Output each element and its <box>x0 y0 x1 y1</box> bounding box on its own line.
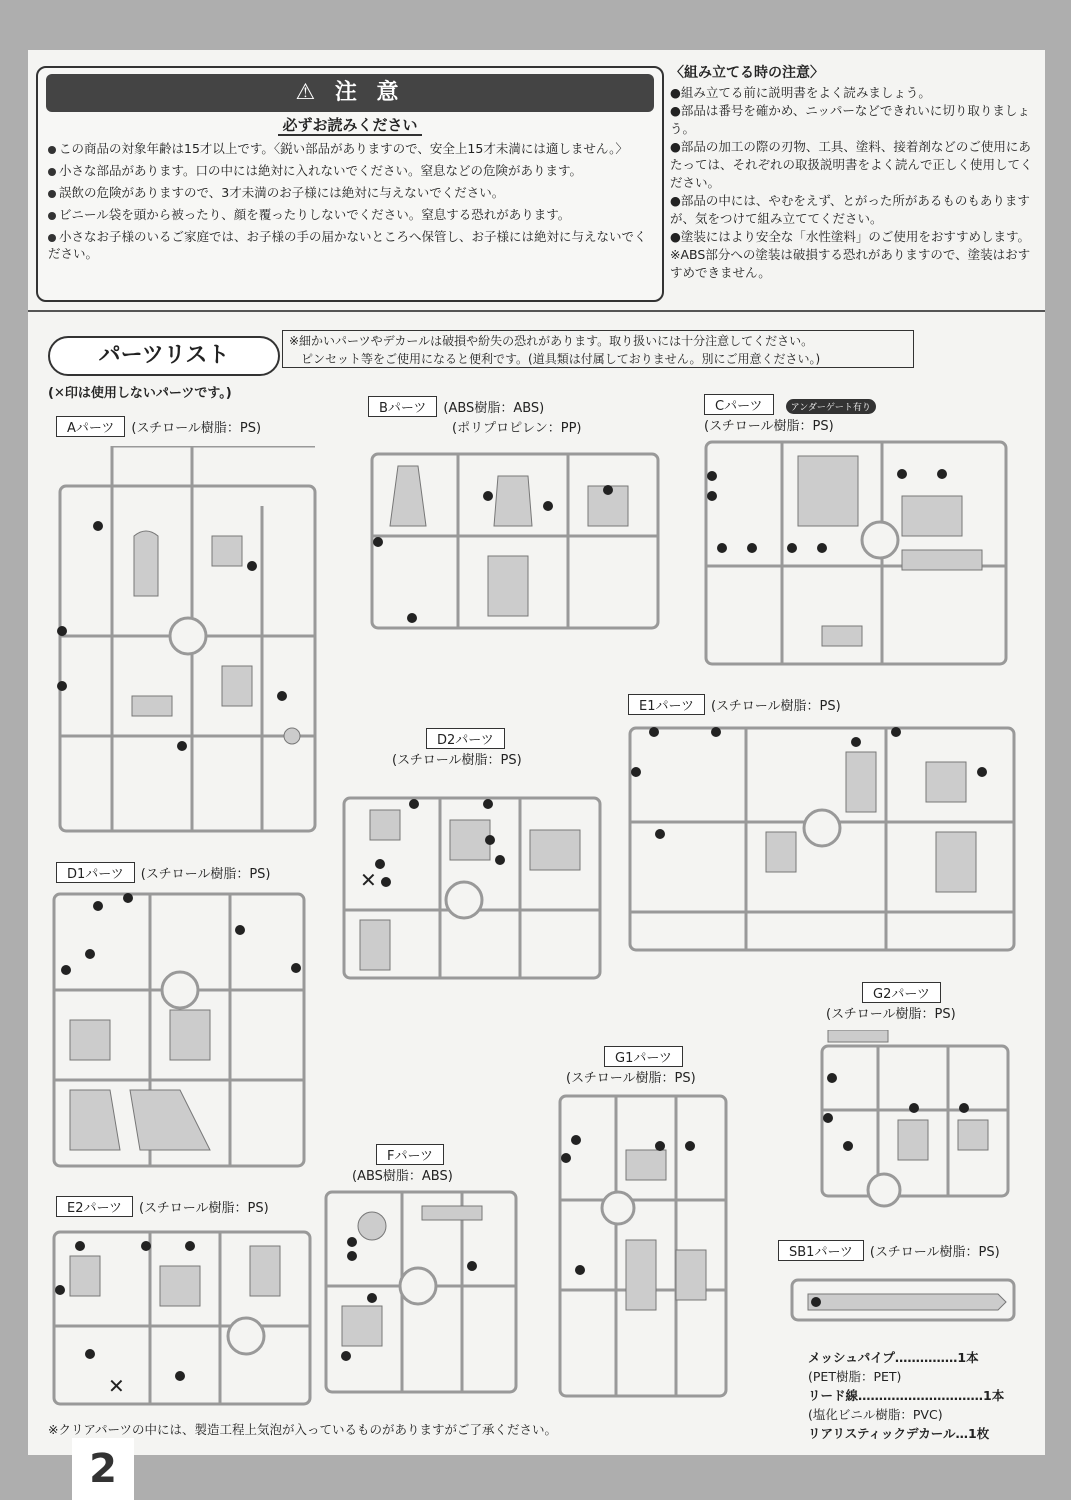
unused-parts-note: (✕印は使用しないパーツです。) <box>48 386 232 401</box>
caution-list <box>48 140 656 267</box>
runner-e1-label: E1パーツ (スチロール樹脂：PS) <box>628 694 841 715</box>
runner-d2-diagram <box>340 790 606 982</box>
undergate-badge: アンダーゲート有り <box>786 399 876 414</box>
caution-box <box>36 66 664 302</box>
page-number: 2 <box>72 1438 134 1500</box>
runner-b-diagram <box>368 446 664 632</box>
clear-parts-note: ※クリアパーツの中には、製造工程上気泡が入っているものがありますがご了承ください。 <box>48 1422 557 1437</box>
assembly-item: ●部品は番号を確かめ、ニッパーなどできれいに切り取りましょう。 <box>670 103 1030 136</box>
assembly-title: 〈組み立てる時の注意〉 <box>670 65 824 81</box>
runner-e2-label: E2パーツ (スチロール樹脂：PS) <box>56 1196 269 1217</box>
runner-d1-label: D1パーツ (スチロール樹脂：PS) <box>56 862 270 883</box>
caution-subtitle: 必ずお読みください <box>278 116 421 136</box>
assembly-item: ●部品の中には、やむをえず、とがった所があるものもありますが、気をつけて組み立ててください。 <box>670 193 1030 226</box>
runner-g1-diagram <box>556 1090 732 1400</box>
caution-item: ビニール袋を頭から被ったり、顔を覆ったりしないでください。窒息する恐れがあります。 <box>48 206 656 223</box>
runner-a-diagram <box>52 446 322 842</box>
runner-f-label: Fパーツ (ABS樹脂：ABS) <box>352 1144 453 1184</box>
assembly-item: ●塗装にはより安全な「水性塗料」のご使用をおすすめします。 <box>670 229 1031 244</box>
runner-g1-label: G1パーツ (スチロール樹脂：PS) <box>566 1046 696 1086</box>
runner-c-label: Cパーツ アンダーゲート有り (スチロール樹脂：PS) <box>704 394 876 434</box>
section-divider <box>28 310 1045 312</box>
runner-d2-label: D2パーツ (スチロール樹脂：PS) <box>392 728 522 768</box>
mesh-pipe: メッシュパイプ……………1本 <box>808 1350 979 1365</box>
caution-item: 小さな部品があります。口の中には絶対に入れないでください。窒息などの危険があります。 <box>48 162 656 179</box>
runner-g2-label: G2パーツ (スチロール樹脂：PS) <box>826 982 956 1022</box>
realistic-decal: リアリスティックデカール…1枚 <box>808 1426 990 1441</box>
unused-part-x-mark: ✕ <box>108 1374 125 1398</box>
runner-e1-diagram <box>626 722 1018 954</box>
runner-f-diagram <box>322 1186 522 1398</box>
runner-c-diagram <box>702 436 1012 668</box>
runner-a-label: Aパーツ (スチロール樹脂：PS) <box>56 416 261 437</box>
unused-part-x-mark: ✕ <box>360 868 377 892</box>
lead-wire: リード線…………………………1本 <box>808 1388 1005 1403</box>
caution-item: 小さなお子様のいるご家庭では、お子様の手の届かないところへ保管し、お子様には絶対に与えないでください。 <box>48 229 647 261</box>
runner-d1-diagram <box>50 890 310 1170</box>
runner-e2-diagram <box>50 1226 316 1408</box>
runner-b-label: Bパーツ (ABS樹脂：ABS) (ポリプロピレン：PP) <box>368 396 582 436</box>
assembly-item: ●部品の加工の際の刃物、工具、塗料、接着剤などのご使用にあたっては、それぞれの取扱説明書をよく読んで正しく使用してください。 <box>670 139 1033 190</box>
caution-title: ⚠ 注 意 <box>46 74 654 112</box>
runner-sb1-label: SB1パーツ (スチロール樹脂：PS) <box>778 1240 1000 1261</box>
parts-list-title: パーツリスト <box>48 336 280 376</box>
mesh-pipe-material: (PET樹脂：PET) <box>808 1369 902 1384</box>
lead-wire-material: (塩化ビニル樹脂：PVC) <box>808 1407 943 1422</box>
caution-item: 誤飲の危険がありますので、3才未満のお子様には絶対に与えないでください。 <box>48 184 656 201</box>
runner-sb1-diagram <box>788 1270 1020 1324</box>
extra-items <box>808 1348 1004 1443</box>
parts-notice: ※細かいパーツやデカールは破損や紛失の恐れがあります。取り扱いには十分注意してください。 ピンセット等をご使用になると便利です。(道具類は付属しておりません。別にご用意ください。) <box>282 330 914 368</box>
assembly-notes <box>670 64 1040 282</box>
caution-item: この商品の対象年齢は15才以上です。〈鋭い部品がありますので、安全上15才未満には適しません。〉 <box>48 140 656 157</box>
assembly-item: ※ABS部分への塗装は破損する恐れがありますので、塗装はおすすめできません。 <box>670 247 1031 280</box>
assembly-item: ●組み立てる前に説明書をよく読みましょう。 <box>670 85 931 100</box>
runner-g2-diagram <box>818 1030 1014 1216</box>
